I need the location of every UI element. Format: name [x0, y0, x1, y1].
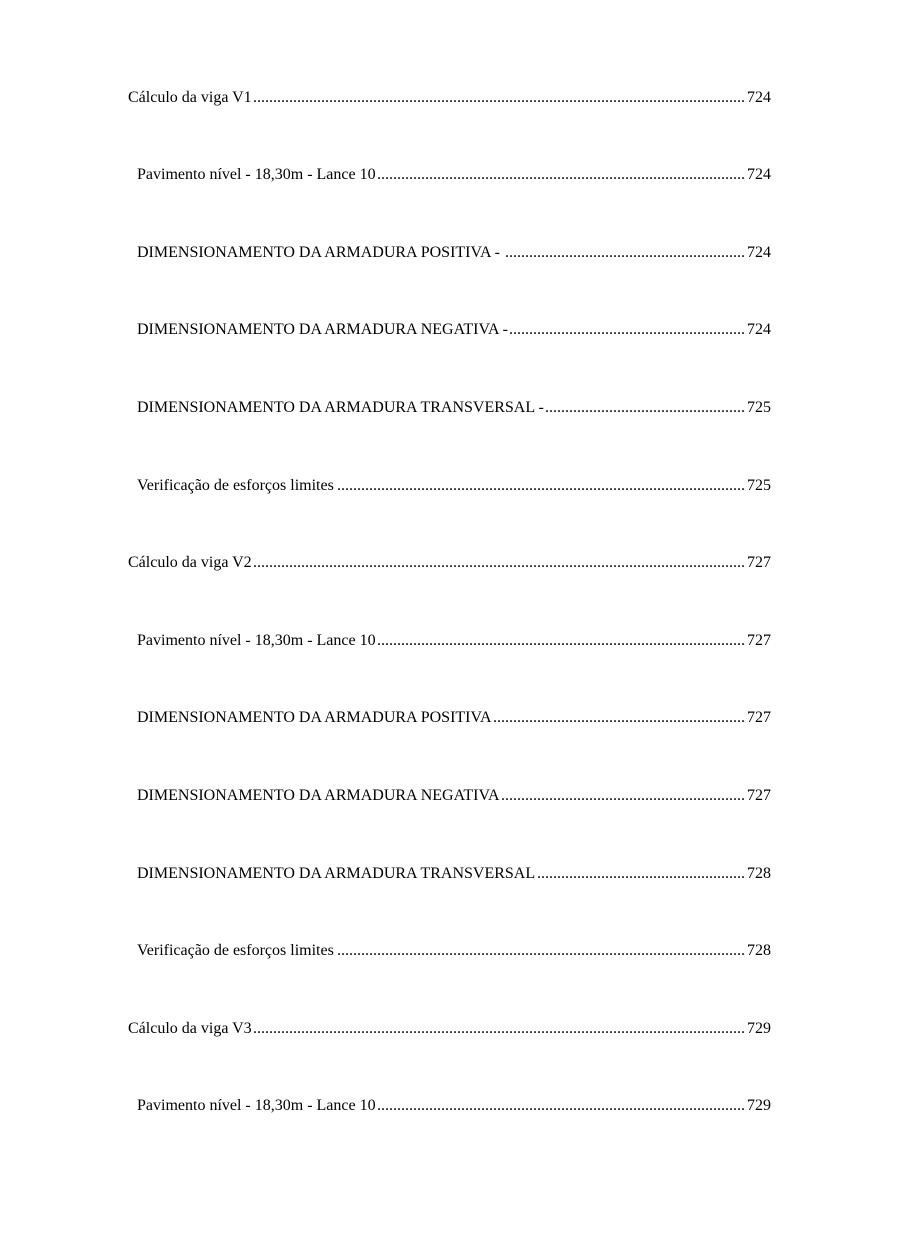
toc-entry-page: 729 [747, 1020, 771, 1037]
toc-entry-pavimento-v1[interactable] [137, 163, 771, 185]
toc-entry-calculo-viga-v2[interactable] [128, 551, 771, 573]
toc-entry-calculo-viga-v1[interactable] [128, 86, 771, 108]
toc-entry-page: 724 [747, 244, 771, 261]
toc-entry-title: Cálculo da viga V3 [128, 1020, 252, 1037]
toc-entry-title: DIMENSIONAMENTO DA ARMADURA POSITIVA - [137, 244, 504, 261]
toc-entry-title: Cálculo da viga V1 [128, 89, 252, 106]
toc-entry-title: Verificação de esforços limites [137, 477, 334, 494]
toc-entry-title: DIMENSIONAMENTO DA ARMADURA NEGATIVA - [137, 321, 508, 338]
toc-entry-page: 724 [747, 89, 771, 106]
toc-entry-page: 724 [747, 166, 771, 183]
toc-dot-leader [336, 476, 745, 496]
toc-entry-title: Pavimento nível - 18,30m - Lance 10 [137, 1097, 376, 1114]
toc-entry-title: Pavimento nível - 18,30m - Lance 10 [137, 166, 376, 183]
toc-entry-page: 729 [747, 1097, 771, 1114]
toc-entry-page: 727 [747, 554, 771, 571]
toc-dot-leader [254, 553, 745, 573]
toc-entry-title: Verificação de esforços limites [137, 942, 334, 959]
toc-entry-page: 724 [747, 321, 771, 338]
toc-dot-leader [506, 243, 745, 263]
toc-entry-title: DIMENSIONAMENTO DA ARMADURA TRANSVERSAL [137, 865, 536, 882]
toc-entry-armadura-transversal-v2[interactable] [137, 862, 771, 884]
toc-entry-verificacao-v2[interactable] [137, 939, 771, 961]
toc-entry-calculo-viga-v3[interactable] [128, 1017, 771, 1039]
toc-entry-page: 725 [747, 477, 771, 494]
toc-entry-title: DIMENSIONAMENTO DA ARMADURA NEGATIVA [137, 787, 500, 804]
toc-entry-pavimento-v3[interactable] [137, 1094, 771, 1116]
toc-entry-page: 727 [747, 632, 771, 649]
toc-entry-title: DIMENSIONAMENTO DA ARMADURA POSITIVA [137, 709, 492, 726]
toc-dot-leader [254, 88, 745, 108]
toc-entry-title: Pavimento nível - 18,30m - Lance 10 [137, 632, 376, 649]
toc-entry-page: 728 [747, 942, 771, 959]
toc-entry-page: 727 [747, 709, 771, 726]
toc-entry-pavimento-v2[interactable] [137, 629, 771, 651]
toc-entry-title: Cálculo da viga V2 [128, 554, 252, 571]
toc-entry-page: 725 [747, 399, 771, 416]
toc-dot-leader [378, 165, 745, 185]
toc-entry-armadura-positiva-v1[interactable] [137, 241, 771, 263]
toc-dot-leader [378, 631, 745, 651]
toc-entry-armadura-negativa-v1[interactable] [137, 318, 771, 340]
toc-entry-armadura-negativa-v2[interactable] [137, 784, 771, 806]
toc-dot-leader [494, 708, 745, 728]
toc-dot-leader [336, 941, 745, 961]
toc-entry-title: DIMENSIONAMENTO DA ARMADURA TRANSVERSAL - [137, 399, 544, 416]
toc-entry-verificacao-v1[interactable] [137, 474, 771, 496]
toc-dot-leader [254, 1019, 745, 1039]
toc-dot-leader [502, 786, 745, 806]
toc-entry-armadura-positiva-v2[interactable] [137, 706, 771, 728]
toc-entry-page: 727 [747, 787, 771, 804]
toc-dot-leader [537, 864, 745, 884]
toc-dot-leader [546, 398, 745, 418]
toc-entry-page: 728 [747, 865, 771, 882]
toc-entry-armadura-transversal-v1[interactable] [137, 396, 771, 418]
toc-dot-leader [378, 1096, 745, 1116]
toc-dot-leader [510, 320, 745, 340]
